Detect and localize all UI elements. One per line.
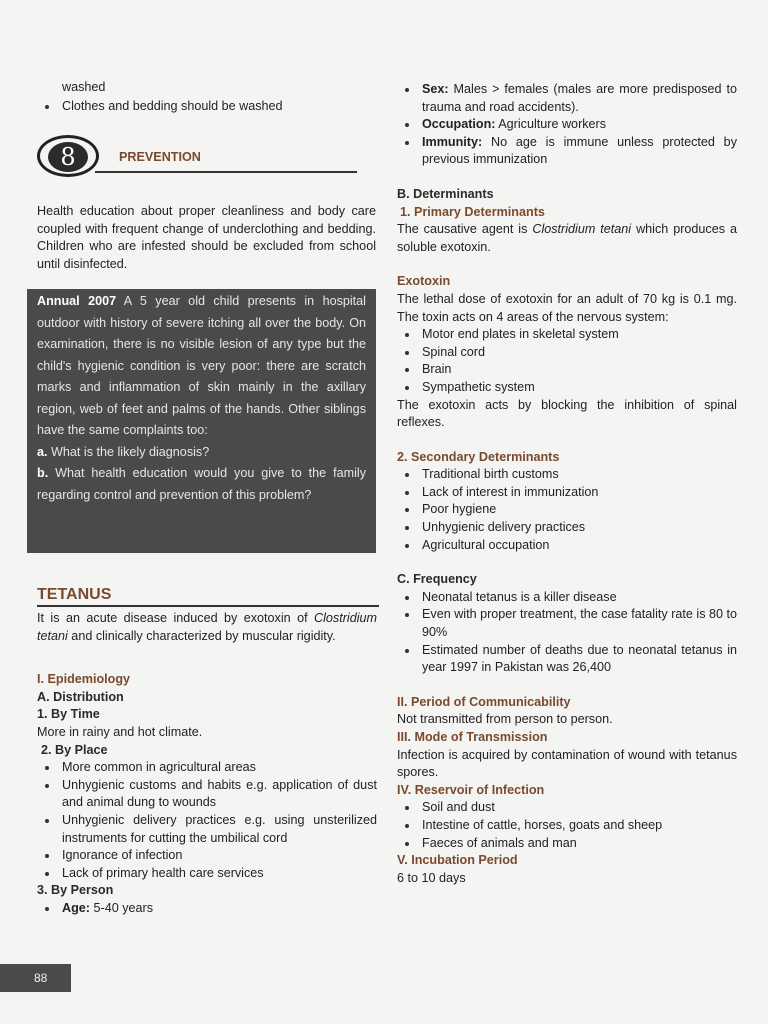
by-person-list: [37, 900, 377, 918]
reservoir-heading: IV. Reservoir of Infection: [397, 782, 545, 797]
list-item: Sympathetic system: [397, 379, 737, 397]
list-item: Unhygienic delivery practices: [397, 519, 737, 537]
determinants-heading: B. Determinants: [397, 186, 494, 201]
tetanus-rule: [37, 605, 379, 607]
annual-label: Annual 2007: [37, 294, 117, 308]
question-a-text: What is the likely diagnosis?: [47, 444, 210, 459]
transmission-heading: III. Mode of Transmission: [397, 730, 548, 744]
list-item: Agricultural occupation: [397, 537, 737, 555]
washed-continuation: washed: [62, 80, 106, 94]
tetanus-definition: It is an acute disease induced by exotoxin of Clostridium tetani and clinically characterized by muscular rigidity.: [37, 611, 377, 643]
prevention-title: PREVENTION: [119, 150, 201, 164]
secondary-determinants-list: [397, 466, 737, 554]
list-item: Lack of primary health care services: [37, 865, 377, 883]
exotoxin-text: The lethal dose of exotoxin for an adult of 70 kg is 0.1 mg. The toxin acts on 4 areas of the nervous system:: [397, 291, 737, 324]
frequency-list: [397, 589, 737, 677]
list-item: Clothes and bedding should be washed: [37, 98, 377, 116]
list-item: Age: 5-40 years: [37, 900, 377, 918]
tetanus-section: [37, 610, 377, 918]
list-item: Unhygienic customs and habits e.g. application of dust and animal dung to wounds: [37, 777, 377, 812]
annual-question-box: [27, 289, 376, 553]
list-item: Lack of interest in immunization: [397, 484, 737, 502]
list-item: Spinal cord: [397, 344, 737, 362]
list-item: Motor end plates in skeletal system: [397, 326, 737, 344]
list-item: Unhygienic delivery practices e.g. using unsterilized instruments for cutting the umbilical cord: [37, 812, 377, 847]
incubation-heading: V. Incubation Period: [397, 853, 518, 868]
primary-determinants-heading: 1. Primary Determinants: [400, 204, 545, 219]
list-item: Brain: [397, 361, 737, 379]
by-time-heading: 1. By Time: [37, 707, 100, 722]
heading-rule: [95, 171, 357, 173]
list-item: Even with proper treatment, the case fatality rate is 80 to 90%: [397, 606, 737, 641]
reservoir-list: [397, 799, 737, 852]
list-item: More common in agricultural areas: [37, 759, 377, 777]
question-b-label: b.: [37, 466, 49, 480]
washing-list: [37, 98, 377, 116]
list-item: Faeces of animals and man: [397, 835, 737, 853]
list-item: Intestine of cattle, horses, goats and sheep: [397, 817, 737, 835]
by-place-list: [37, 759, 377, 882]
prevention-text: Health education about proper cleanliness and body care coupled with frequent change of underclothing and bedding. Children who are infested should be excluded from school until disinfected.: [37, 204, 376, 271]
list-item: Immunity: No age is immune unless protected by previous immunization: [397, 134, 737, 169]
question-b-text: What health education would you give to the family regarding control and prevention of this problem?: [37, 466, 366, 502]
list-item: Occupation: Agriculture workers: [397, 116, 737, 134]
list-item: Estimated number of deaths due to neonatal tetanus in year 1997 in Pakistan was 26,400: [397, 642, 737, 677]
by-time-text: More in rainy and hot climate.: [37, 724, 203, 739]
tetanus-title: TETANUS: [37, 586, 112, 603]
transmission-text: Infection is acquired by contamination of wound with tetanus spores.: [397, 747, 737, 780]
communicability-heading: II. Period of Communicability: [397, 694, 571, 709]
section-number-icon: 8: [37, 135, 99, 177]
list-item: Soil and dust: [397, 799, 737, 817]
by-place-heading: 2. By Place: [41, 742, 108, 757]
epidemiology-heading: I. Epidemiology: [37, 672, 131, 687]
right-column: [397, 81, 737, 887]
frequency-heading: C. Frequency: [397, 572, 477, 587]
exotoxin-text-2: The exotoxin acts by blocking the inhibition of spinal reflexes.: [397, 397, 737, 430]
by-person-heading: 3. By Person: [37, 883, 114, 898]
page-number: 88: [0, 964, 71, 992]
question-a-label: a.: [37, 444, 48, 459]
communicability-text: Not transmitted from person to person.: [397, 712, 613, 727]
distribution-heading: A. Distribution: [37, 689, 124, 704]
annual-text: A 5 year old child presents in hospital outdoor with history of severe itching all over the body. On examination, there is no visible lesion of any type but the child's hygienic condition is very poor: there are scratch marks and inflammation of skin mainly in the axillary region, web of feet and palms of the hands. Other siblings have the same complaints too:: [37, 294, 366, 437]
list-item: Ignorance of infection: [37, 847, 377, 865]
secondary-determinants-heading: 2. Secondary Determinants: [397, 449, 560, 464]
primary-determinants-text: The causative agent is Clostridium tetani which produces a soluble exotoxin.: [397, 222, 737, 254]
exotoxin-heading: Exotoxin: [397, 274, 451, 289]
list-item: Poor hygiene: [397, 501, 737, 519]
prevention-heading: [37, 135, 357, 180]
list-item: Traditional birth customs: [397, 466, 737, 484]
incubation-text: 6 to 10 days: [397, 870, 466, 885]
list-item: Sex: Males > females (males are more predisposed to trauma and road accidents).: [397, 81, 737, 116]
list-item: Neonatal tetanus is a killer disease: [397, 589, 737, 607]
exotoxin-list: [397, 326, 737, 396]
person-list-continued: [397, 81, 737, 169]
